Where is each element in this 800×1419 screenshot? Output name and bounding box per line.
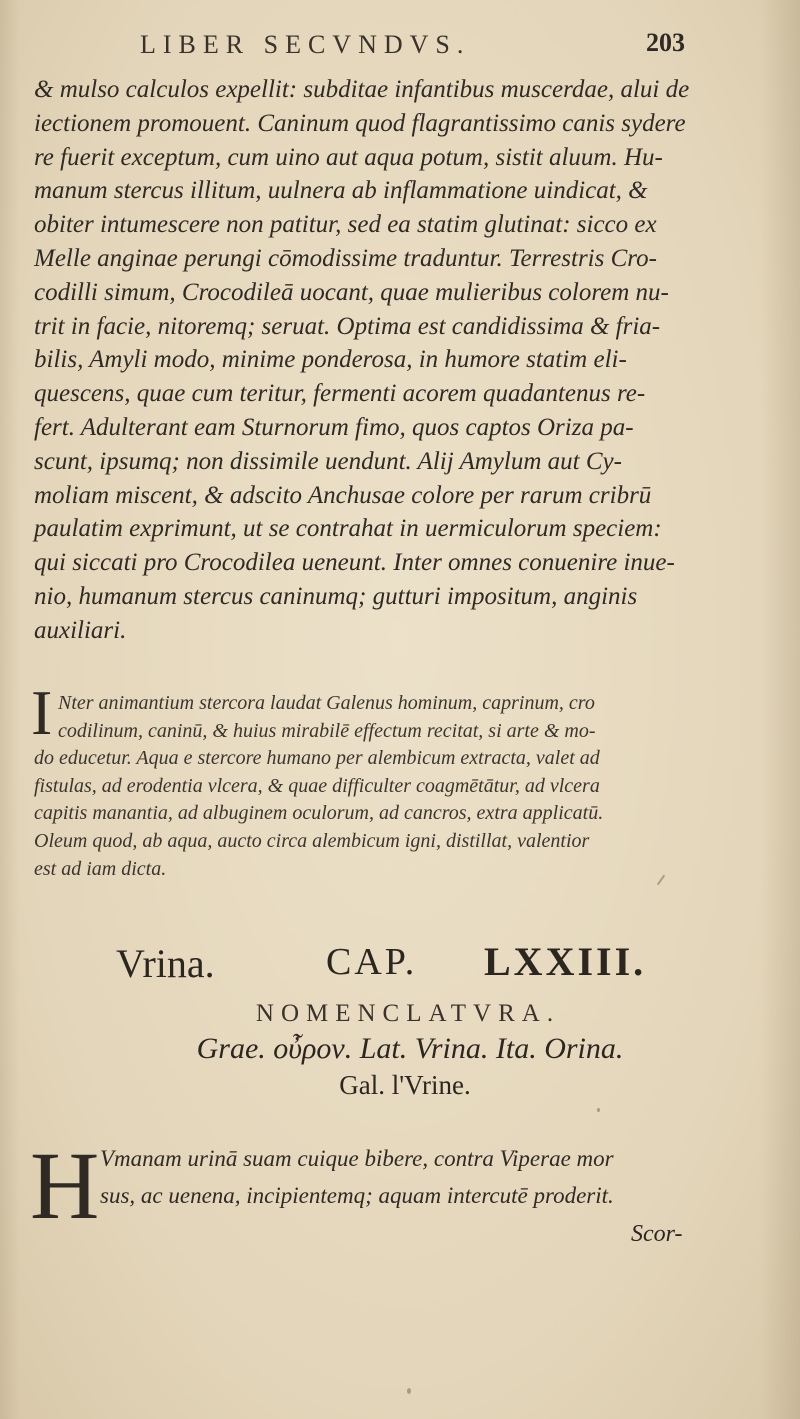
paper-speck: [407, 1388, 411, 1394]
text-line: do educetur. Aqua e stercore humano per alembicum extracta, valet ad: [34, 747, 600, 770]
text-line: auxiliari.: [34, 616, 127, 644]
text-line: scunt, ipsumq; non dissimile uendunt. Alij Amylum aut Cy-: [34, 447, 622, 475]
text-line: codilli simum, Crocodileā uocant, quae mulieribus colorem nu-: [34, 278, 669, 306]
drop-cap-h: H: [30, 1132, 100, 1239]
chapter-title: Vrina.: [116, 941, 215, 986]
text-line: nio, humanum stercus caninumq; gutturi impositum, anginis: [34, 582, 638, 610]
running-head: LIBER SECVNDVS.: [140, 30, 471, 59]
text-line: fert. Adulterant eam Sturnorum fimo, quos captos Oriza pa-: [34, 413, 634, 441]
drop-cap-i: I: [31, 677, 53, 748]
text-line: manum stercus illitum, uulnera ab inflammatione uindicat, &: [34, 177, 648, 205]
text-line: fistulas, ad erodentia vlcera, & quae difficulter coagmētātur, ad vlcera: [34, 774, 600, 797]
text-line: obiter intumescere non patitur, sed ea statim glutinat: sicco ex: [34, 211, 657, 239]
gallic-name-line: Gal. l'Vrine.: [339, 1070, 471, 1100]
text-line: capitis manantia, ad albuginem oculorum, ad cancros, extra applicatū.: [34, 802, 604, 825]
paragraph-annotation: [34, 690, 724, 883]
text-line: re fuerit exceptum, cum uino aut aqua potum, sistit aluum. Hu-: [34, 143, 663, 171]
text-line: Oleum quod, ab aqua, aucto circa alembicum igni, distillat, valentior: [34, 829, 590, 852]
text-line: qui siccati pro Crocodilea ueneunt. Inter omnes conuenire inue-: [34, 549, 675, 577]
chapter-label: CAP.: [326, 941, 418, 983]
chapter-heading: [0, 936, 800, 996]
text-line: quescens, quae cum teritur, fermenti acorem quadantenus re-: [34, 380, 646, 408]
text-line: trit in facie, nitoremq; seruat. Optima est candidissima & fria-: [34, 312, 661, 340]
page-gutter-shade: [0, 0, 20, 1419]
text-line: sus, ac uenena, incipientemq; aquam intercutē proderit.: [100, 1183, 614, 1208]
text-line: moliam miscent, & adscito Anchusae colore per rarum cribrū: [34, 481, 652, 509]
text-line: codilinum, caninū, & huius mirabilē effectum recitat, si arte & mo-: [58, 719, 596, 742]
nomenclatura-heading: NOMENCLATVRA.: [255, 1000, 561, 1027]
page-number: 203: [646, 28, 685, 57]
text-line: iectionem promouent. Caninum quod flagrantissimo canis sydere: [34, 109, 686, 137]
paragraph-stercus: [34, 73, 724, 648]
text-line: & mulso calculos expellit: subditae infantibus muscerdae, alui de: [34, 76, 690, 103]
text-line: paulatim exprimunt, ut se contrahat in uermiculorum speciem:: [34, 515, 662, 543]
paragraph-urina: [100, 1140, 710, 1214]
text-line: bilis, Amyli modo, minime ponderosa, in humore statim eli-: [34, 346, 627, 374]
page-edge-shade: [760, 0, 800, 1419]
text-line: Vmanam urinā suam cuique bibere, contra Viperae mor: [100, 1146, 614, 1171]
paper-speck: [597, 1108, 600, 1112]
page-header: [0, 22, 800, 62]
text-line: Melle anginae perungi cōmodissime traduntur. Terrestris Cro-: [34, 244, 657, 272]
chapter-number: LXXIII.: [484, 939, 647, 984]
catchword: Scor-: [631, 1221, 683, 1247]
names-line: Grae. οὖρον. Lat. Vrina. Ita. Orina.: [196, 1032, 624, 1065]
text-line: Nter animantium stercora laudat Galenus hominum, caprinum, cro: [58, 692, 595, 714]
text-line: est ad iam dicta.: [34, 857, 167, 880]
